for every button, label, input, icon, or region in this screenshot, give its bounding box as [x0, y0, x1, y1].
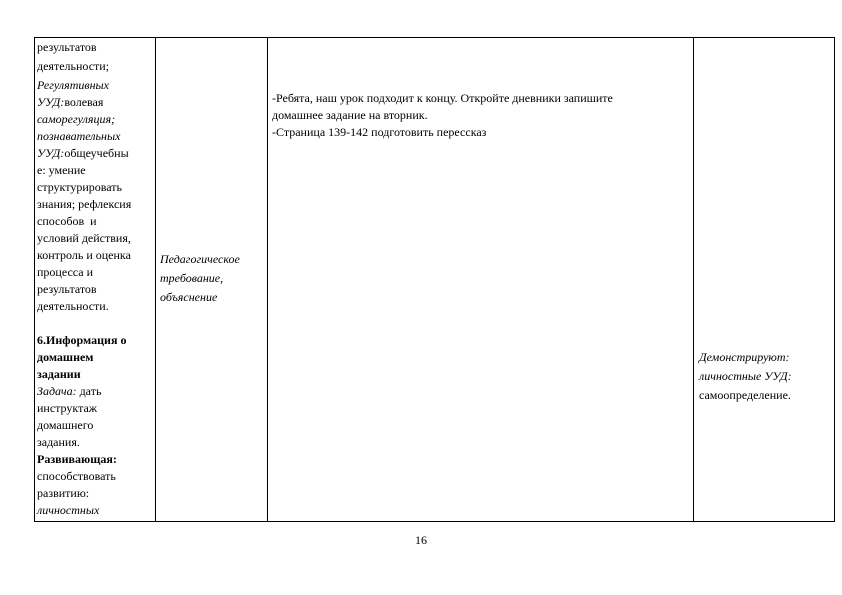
stage-text: результатов: [37, 40, 97, 54]
stage-text: Регулятивных: [37, 78, 109, 92]
lesson-plan-table: [34, 37, 835, 522]
stage-text: результатов: [37, 282, 97, 296]
stage-text: деятельности;: [37, 59, 110, 73]
stage-line: [37, 383, 153, 400]
stage-text: саморегуляция;: [37, 112, 116, 126]
results-cell: [699, 348, 827, 405]
stage-text: развитию:: [37, 486, 90, 500]
page-number: 16: [415, 533, 427, 547]
methods-text: Педагогическое: [160, 252, 240, 266]
stage-heading: задании: [37, 367, 81, 381]
stage-text: задания.: [37, 435, 80, 449]
results-text: самоопределение.: [699, 388, 791, 402]
stage-text: личностных: [37, 503, 100, 517]
stage-text: е: умение: [37, 163, 86, 177]
results-text: Демонстрируют:: [699, 350, 790, 364]
stage-heading: Развивающая:: [37, 452, 117, 466]
teacher-activity-cell: [272, 90, 688, 141]
stage-text: деятельности.: [37, 299, 109, 313]
stage-text: условий действия,: [37, 231, 131, 245]
stage-text: способов и: [37, 214, 97, 228]
stage-text: волевая: [64, 95, 104, 109]
teacher-text: -Ребята, наш урок подходит к концу. Откройте дневники запишите: [272, 91, 613, 105]
teacher-text: домашнее задание на вторник.: [272, 108, 428, 122]
stage-text: дать: [76, 384, 102, 398]
methods-column: [156, 38, 268, 521]
stage-text: общеучебны: [64, 146, 129, 160]
stage-text: УУД:: [37, 146, 65, 160]
stage-text: способствовать: [37, 469, 116, 483]
spacer: [37, 315, 153, 332]
stage-heading: 6.Информация о: [37, 333, 127, 347]
stage-line: [37, 94, 153, 111]
methods-text: объяснение: [160, 290, 218, 304]
stage-text: домашнего: [37, 418, 94, 432]
stage-text: процесса и: [37, 265, 94, 279]
stage-text: знания; рефлексия: [37, 197, 132, 211]
stage-column: [35, 38, 156, 521]
teacher-activity-column: [268, 38, 694, 521]
stage-text: инструктаж: [37, 401, 98, 415]
stage-line: [37, 145, 153, 162]
stage-text: контроль и оценка: [37, 248, 131, 262]
results-column: [694, 38, 834, 521]
stage-text: структурировать: [37, 180, 122, 194]
methods-cell: [160, 250, 266, 307]
results-text: личностные УУД:: [699, 369, 792, 383]
stage-text: познавательных: [37, 129, 121, 143]
teacher-text: -Страница 139-142 подготовить перессказ: [272, 125, 487, 139]
stage-text: Задача:: [37, 384, 77, 398]
methods-text: требование,: [160, 271, 224, 285]
stage-heading: домашнем: [37, 350, 94, 364]
stage-text: УУД:: [37, 95, 65, 109]
